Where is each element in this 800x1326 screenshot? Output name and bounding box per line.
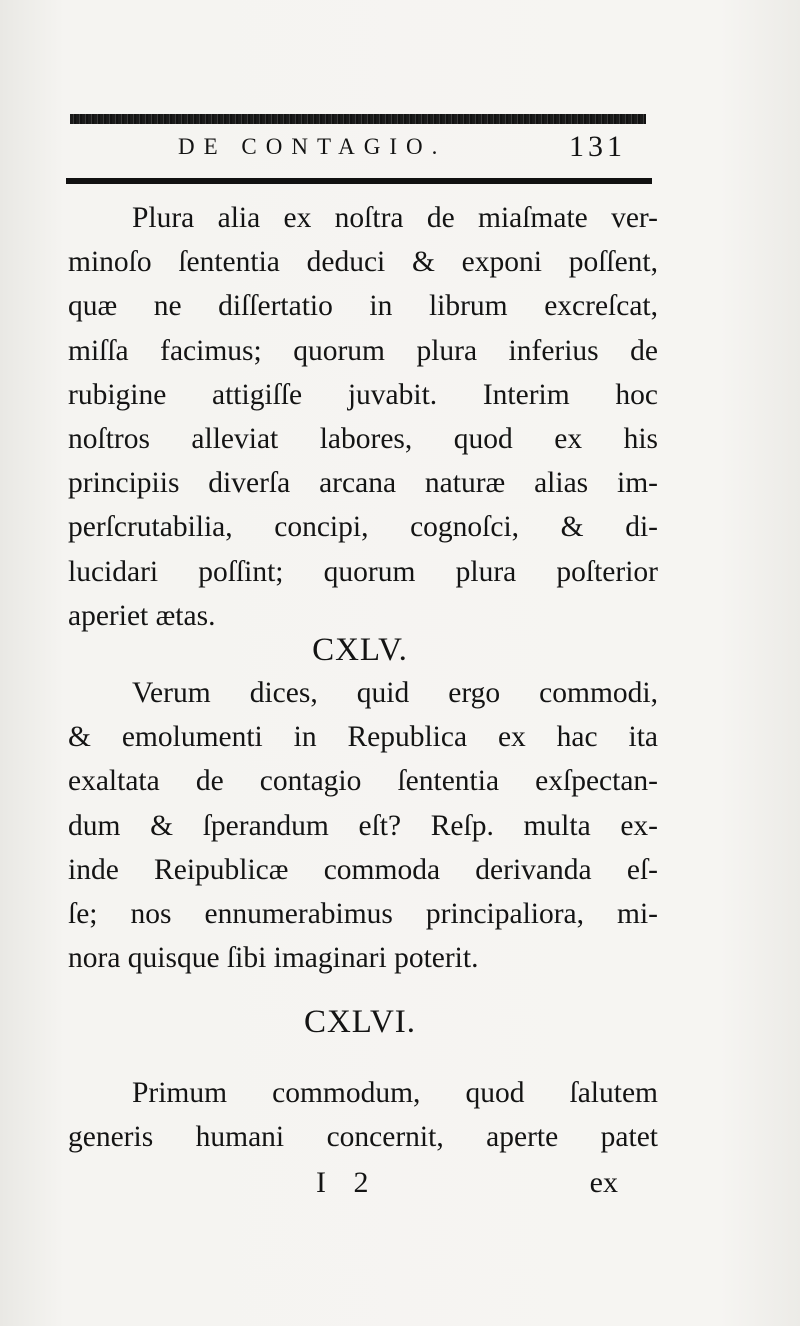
text-line: miſſa facimus; quorum plura inferius de [68,334,658,367]
text-line: principiis diverſa arcana naturæ alias im- [68,467,658,500]
paragraph-2 [68,671,658,980]
paragraph-1 [68,196,658,638]
header-bottom-rule [66,178,652,184]
text-line: ſe; nos ennumerabimus principaliora, mi- [68,897,658,930]
text-line: & emolumenti in Republica ex hac ita [68,721,658,754]
text-line: minoſo ſententia deduci & exponi poſſent, [68,246,658,279]
text-line: lucidari poſſint; quorum plura poſterior [68,555,658,588]
text-line: aperiet ætas. [68,599,216,632]
running-head [70,130,646,172]
text-line: exaltata de contagio ſententia exſpectan- [68,765,658,798]
signature-mark: I 2 [316,1166,379,1199]
text-line: Verum dices, quid ergo commodi, [132,677,658,709]
header-top-rule [70,114,646,124]
text-line: rubigine attigiſſe juvabit. Interim hoc [68,378,658,411]
footer-catchline [68,1166,658,1206]
text-line: Plura alia ex noſtra de miaſmate ver- [132,202,658,234]
section-heading-cxlvi: CXLVI. [303,1004,417,1040]
page-number: 131 [569,130,626,163]
text-line: dum & ſperandum eſt? Reſp. multa ex- [68,809,658,842]
text-line: generis humani concernit, aperte patet [68,1121,658,1154]
paragraph-3 [68,1071,658,1159]
text-line: quæ ne diſſertatio in librum excreſcat, [68,290,658,323]
section-heading-cxlv: CXLV. [312,632,408,668]
text-line: noſtros alleviat labores, quod ex his [68,422,658,455]
text-line: perſcrutabilia, concipi, cognoſci, & di- [68,511,658,544]
text-line: Primum commodum, quod ſalutem [132,1077,658,1109]
text-line: inde Reipublicæ commoda derivanda eſ- [68,853,658,886]
catchword: ex [589,1166,618,1199]
text-line: nora quisque ſibi imaginari poterit. [68,942,479,975]
running-title: DE CONTAGIO. [178,134,447,159]
